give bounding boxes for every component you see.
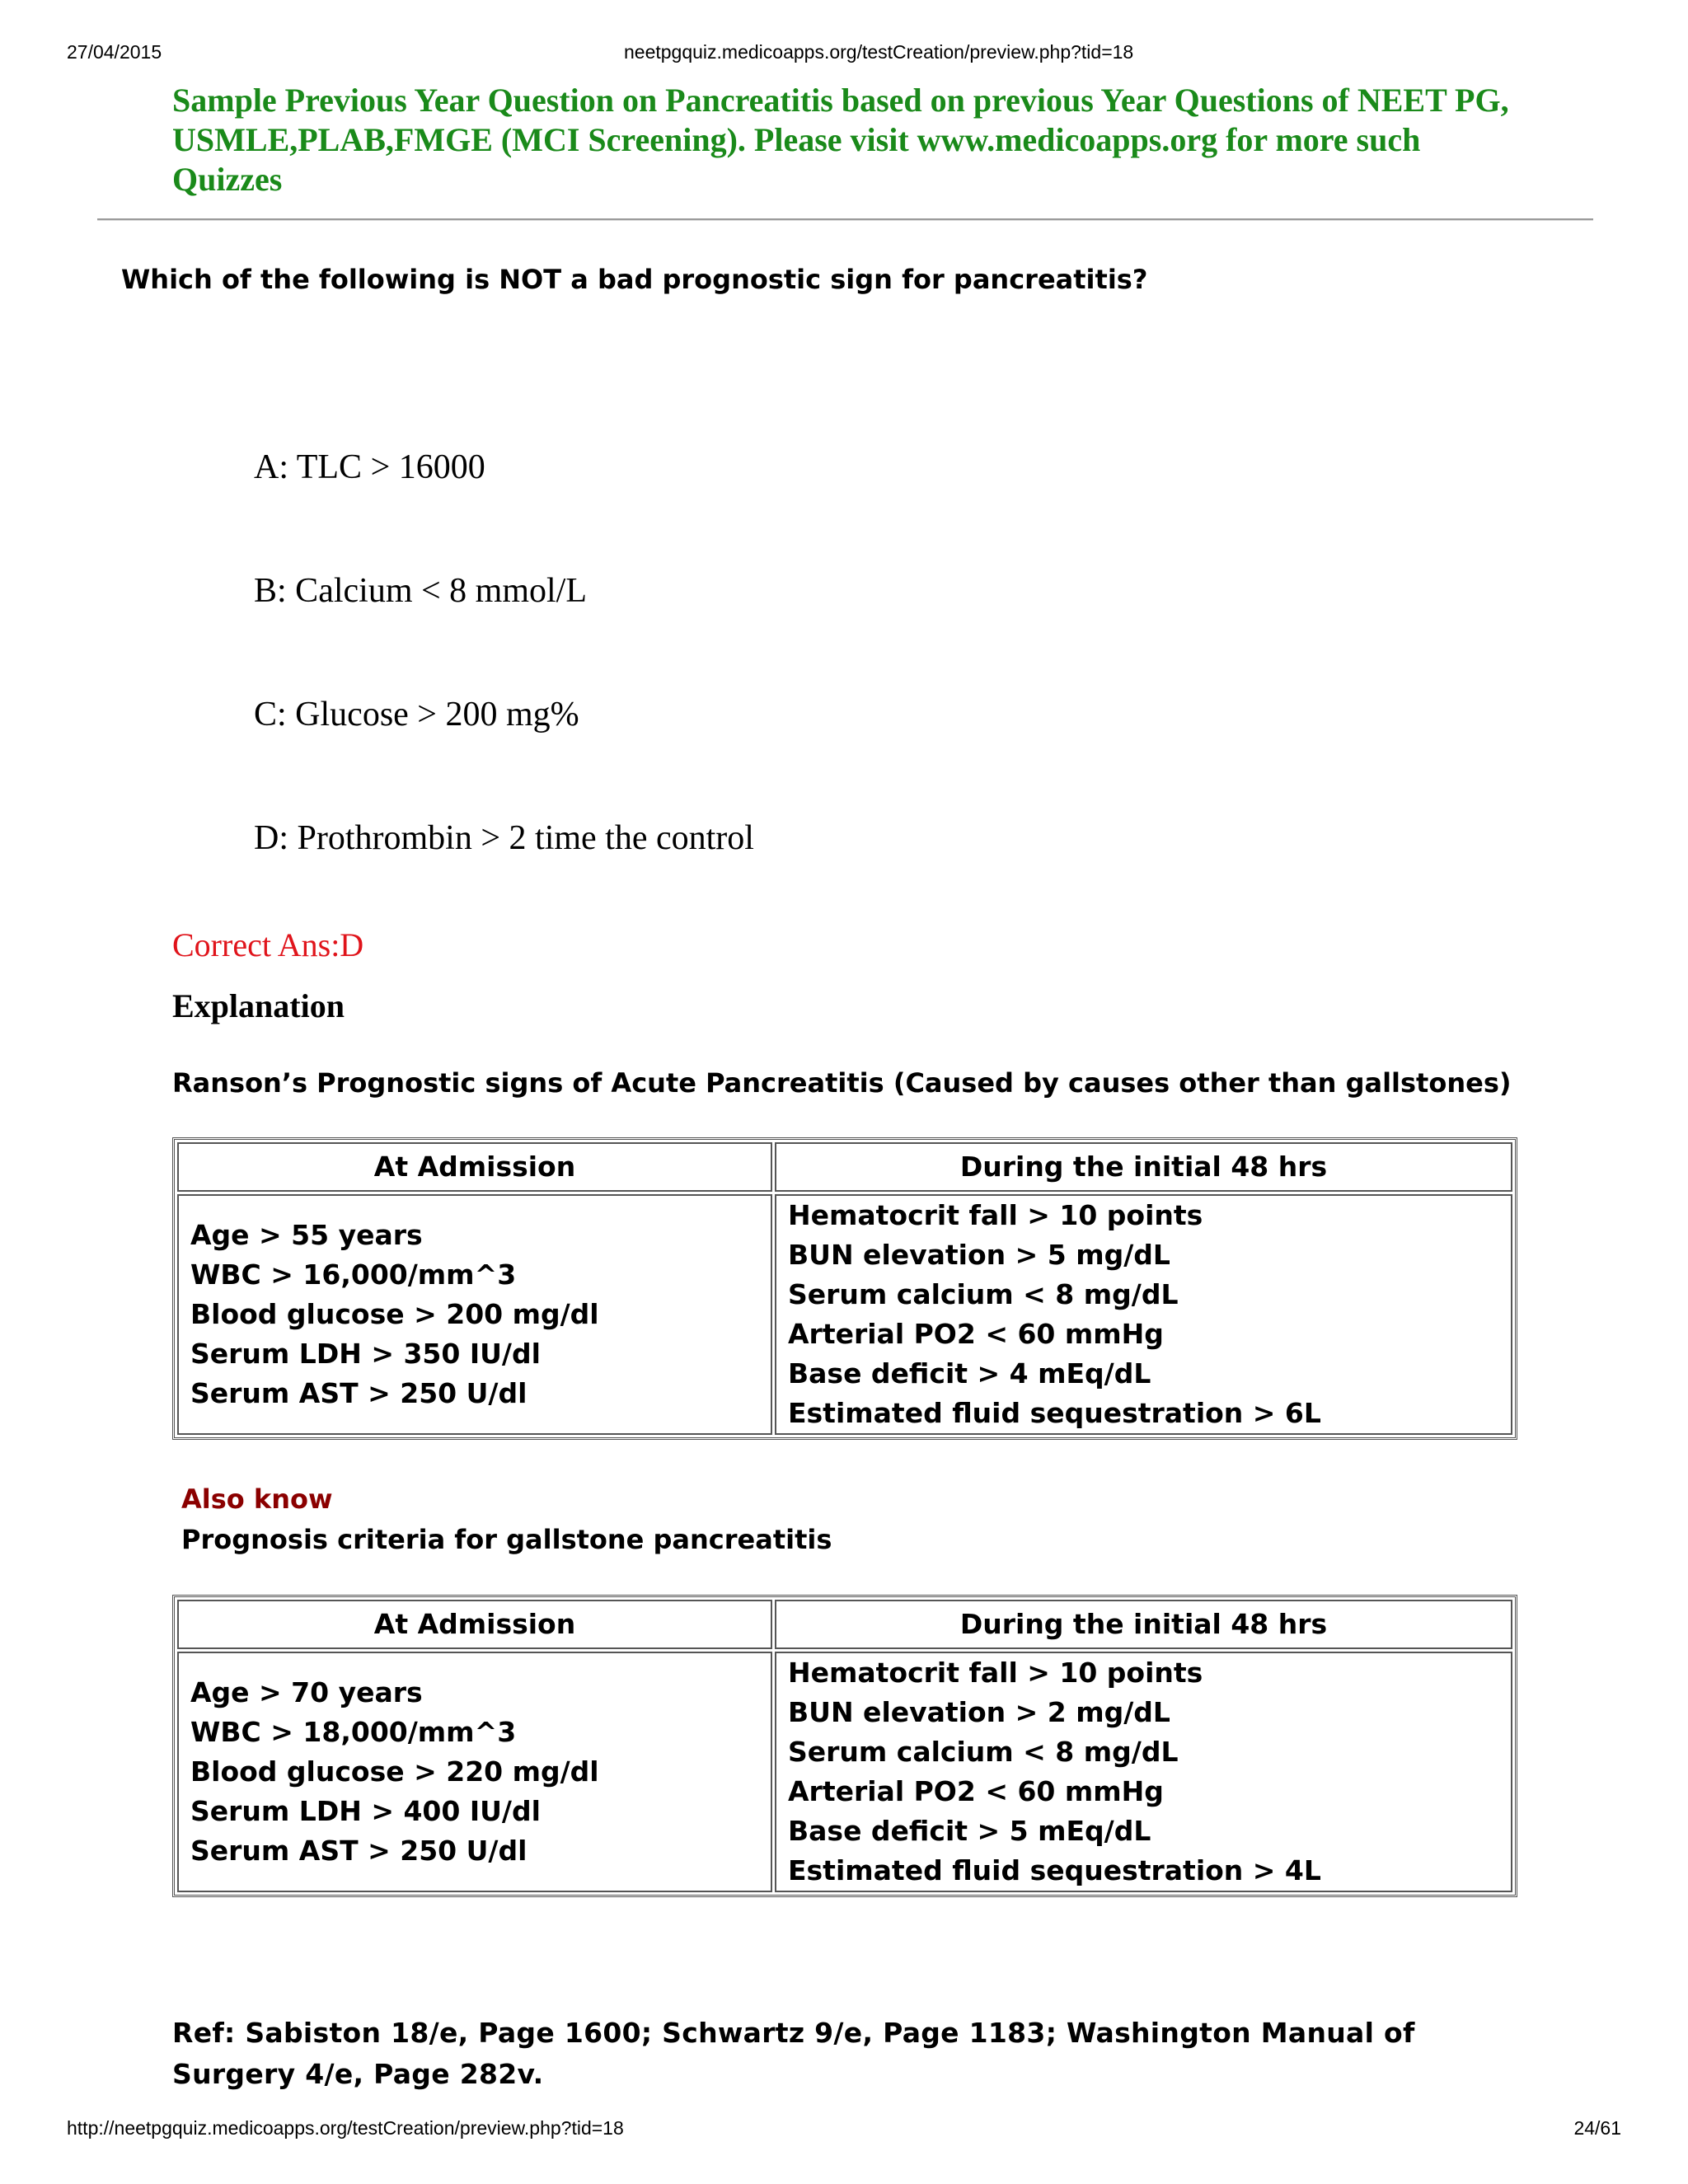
criterion: Age > 55 years [190,1219,423,1251]
option-a: A: TLC > 16000 [254,448,485,486]
gallstone-table [172,1595,1517,1897]
criterion: Base deficit > 4 mEq/dL [788,1357,1151,1390]
criterion: Blood glucose > 220 mg/dl [190,1755,599,1788]
gallstone-heading: Prognosis criteria for gallstone pancreatitis [181,1524,832,1555]
criterion: Hematocrit fall > 10 points [788,1199,1203,1231]
option-d: D: Prothrombin > 2 time the control [254,819,754,857]
also-know-label: Also know [181,1483,333,1515]
criterion: Serum AST > 250 U/dl [190,1835,528,1867]
criterion: Arterial PO2 < 60 mmHg [788,1318,1164,1350]
criterion: Estimated fluid sequestration > 6L [788,1397,1321,1429]
criterion: Arterial PO2 < 60 mmHg [788,1775,1164,1807]
print-footer-url: http://neetpgquiz.medicoapps.org/testCreation/preview.php?tid=18 [67,2117,624,2139]
initial-48h-criteria-cell [775,1652,1512,1892]
question-text: Which of the following is NOT a bad prognostic sign for pancreatitis? [121,264,1148,295]
admission-criteria-cell [177,1652,772,1892]
criterion: Hematocrit fall > 10 points [788,1657,1203,1689]
criterion: Estimated fluid sequestration > 4L [788,1854,1321,1886]
criterion: Blood glucose > 200 mg/dl [190,1298,599,1330]
column-header-initial-48h: During the initial 48 hrs [775,1142,1512,1192]
print-header-url: neetpgquiz.medicoapps.org/testCreation/preview.php?tid=18 [624,41,1134,63]
page-number: 24/61 [1573,2117,1621,2139]
table-row [177,1652,1512,1892]
criterion: WBC > 18,000/mm^3 [190,1716,517,1748]
criterion: Base deficit > 5 mEq/dL [788,1815,1151,1847]
criterion: BUN elevation > 5 mg/dL [788,1239,1170,1271]
reference-text: Ref: Sabiston 18/e, Page 1600; Schwartz 9/e, Page 1183; Washington Manual of Surgery 4/e, Page 282v. [172,2017,1415,2090]
ranson-table [172,1137,1517,1440]
option-b: B: Calcium < 8 mmol/L [254,572,588,610]
print-date: 27/04/2015 [67,41,162,63]
admission-criteria-cell [177,1194,772,1435]
divider [97,218,1593,221]
table-header-row [177,1142,1512,1192]
page-title: Sample Previous Year Question on Pancreatitis based on previous Year Questions of NEET PG, USMLE,PLAB,FMGE (MCI Screening). Please visit www.medicoapps.org for more such Quizzes [172,82,1509,198]
table-row [177,1194,1512,1435]
column-header-admission: At Admission [177,1142,772,1192]
column-header-initial-48h: During the initial 48 hrs [775,1600,1512,1649]
criterion: BUN elevation > 2 mg/dL [788,1696,1170,1728]
criterion: WBC > 16,000/mm^3 [190,1258,517,1291]
criterion: Serum calcium < 8 mg/dL [788,1278,1179,1310]
criterion: Age > 70 years [190,1676,423,1708]
column-header-admission: At Admission [177,1600,772,1649]
explanation-heading: Explanation [172,987,345,1024]
initial-48h-criteria-cell [775,1194,1512,1435]
criterion: Serum LDH > 350 IU/dl [190,1338,541,1370]
option-c: C: Glucose > 200 mg% [254,696,579,733]
ranson-heading: Ranson’s Prognostic signs of Acute Pancreatitis (Caused by causes other than gallstones) [172,1067,1512,1099]
criterion: Serum AST > 250 U/dl [190,1377,528,1409]
table-header-row [177,1600,1512,1649]
criterion: Serum calcium < 8 mg/dL [788,1736,1179,1768]
criterion: Serum LDH > 400 IU/dl [190,1795,541,1827]
correct-answer: Correct Ans:D [172,926,364,963]
